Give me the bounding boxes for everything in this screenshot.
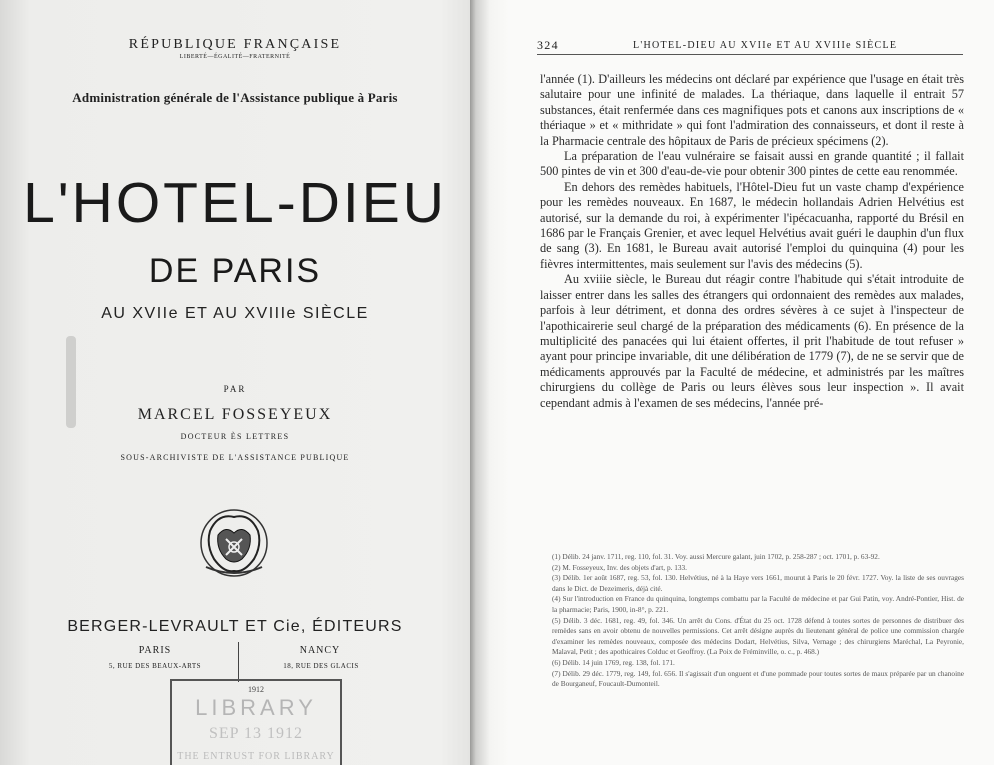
paragraph: En dehors des remèdes habituels, l'Hôtel-Dieu fut un vaste champ d'expérience pour les remèdes nouveaux. En 1687, le médecin hollandais Adrien Helvétius est autorisé, sur la demande du roi, à expérimenter l'ipécacuanha, rapporté du Brésil en 1686 par le Français Grenier, et avec lequel Helvétius avait guéri le dauphin d'un flux de sang (3). En 1681, le Bureau avait autorisé l'emploi du quinquina (4) pour les fièvres intermittentes, mais seulement sur l'avis des médecins (5).: [540, 179, 964, 271]
stamp-year: 1912: [248, 685, 264, 694]
footnote: (7) Délib. 29 déc. 1779, reg. 149, fol. 656. Il s'agissait d'un onguent et d'une pommade pour toutes sortes de maux préparée par un chanoine de Bourganeuf, Foucault-Dumonteil.: [552, 668, 964, 689]
author-degree: DOCTEUR ÈS LETTRES: [180, 432, 290, 441]
stamp-word: LIBRARY: [195, 695, 317, 720]
paragraph: La préparation de l'eau vulnéraire se faisait aussi en grande quantité ; il fallait 500 pintes de vin et 300 d'eau-de-vie pour obtenir 300 pintes de cette eau renommée.: [540, 149, 964, 179]
footnote: (4) Sur l'introduction en France du quinquina, longtemps combattu par la Faculté de médecine et par Gui Patin, voy. André-Pontier, Hist. de la pharmacie; Paris, 1900, in-8°, p. 221.: [552, 594, 964, 614]
paragraph: Au xviiie siècle, le Bureau dut réagir contre l'habitude qui s'était introduite de laisser entrer dans les salles des étrangers qui ordonnaient des remèdes aux malades, parfois à leur détriment, et donna des ordres sévères à ce sujet à l'inspecteur de l'apothicairerie seul chargé de la préparation des médicaments (6). En présence de la multiplicité des panacées qui lui étaient offertes, il prit l'habitude de tout refuser » ayant pour principe invariable, dit une délibération de 1779 (7), de ne se servir que de médicaments approuvés par la Faculté de médecine, et administrés par les maîtres chirurgiens du collège de Paris ou leurs élèves sous leur inspection ». Il avait cependant admis à l'examen de ses médecins, l'année pré-: [540, 272, 964, 410]
city-paris: PARIS: [138, 645, 172, 656]
publisher: BERGER-LEVRAULT ET Cie, ÉDITEURS: [67, 618, 403, 635]
author-name: MARCEL FOSSEYEUX: [137, 406, 333, 423]
motto: LIBERTÉ—ÉGALITÉ—FRATERNITÉ: [179, 54, 291, 60]
stamp-bottom-line: THE ENTRUST FOR LIBRARY: [177, 751, 335, 762]
author-position: SOUS-ARCHIVISTE DE L'ASSISTANCE PUBLIQUE: [120, 453, 350, 462]
administration-heading: Administration générale de l'Assistance publique à Paris: [72, 90, 398, 105]
running-title: L'HOTEL-DIEU AU XVIIe ET AU XVIIIe SIÈCLE: [633, 40, 898, 51]
stamp-date: SEP 13 1912: [209, 725, 303, 742]
footnote: (5) Délib. 3 déc. 1681, reg. 49, fol. 346. Un arrêt du Cons. d'État du 25 oct. 1728 défend à toutes sortes de personnes de distribuer des remèdes sans en avoir obtenu de nouvelles permissions. Cet arrêt désigne auprès du lieutenant général de police une commission chargée d'examiner les remèdes nouveaux, composée des médecins Dodart, Helvétius, Silva, Vernage ; des chirurgiens Maréchal, La Peyronie, Malaval, Petit ; des apothicaires Colduc et Geoffroy. (La Poix de Fréminville, o. c., p. 468.): [552, 615, 964, 657]
city-nancy: NANCY: [299, 645, 341, 656]
book-title-line2: DE PARIS: [148, 252, 322, 290]
paragraph: l'année (1). D'ailleurs les médecins ont déclaré par expérience que l'usage en était très salutaire pour une infinité de malades. La thériaque, dans laquelle il entrait 57 substances, était renfermée dans ces magnifiques pots et canons aux inscriptions de « thériaque » et « mithridate » qui font l'admiration des connaisseurs, et dont il reste à la Pharmacie centrale des hôpitaux de Paris de précieux spécimens (2).: [540, 72, 964, 148]
footnote: (6) Délib. 14 juin 1769, reg. 138, fol. 171.: [552, 657, 675, 667]
footnotes: [552, 552, 964, 690]
address-nancy: 18, RUE DES GLACIS: [283, 662, 359, 670]
body-text: [540, 72, 964, 411]
page-number: 324: [537, 38, 559, 52]
footnote: (2) M. Fosseyeux, Inv. des objets d'art, p. 133.: [552, 562, 688, 572]
emblem-icon: [196, 505, 272, 581]
book-title-line1: L'HOTEL-DIEU: [23, 171, 447, 235]
address-paris: 5, RUE DES BEAUX-ARTS: [108, 662, 202, 670]
library-stamp: [170, 679, 342, 765]
republic-heading: RÉPUBLIQUE FRANÇAISE: [128, 37, 342, 52]
header-rule: [537, 54, 963, 55]
footnote: (1) Délib. 24 janv. 1711, reg. 110, fol. 31. Voy. aussi Mercure galant, juin 1702, p. 258-287 ; oct. 1701, p. 63-92.: [552, 552, 880, 561]
footnote: (3) Délib. 1er août 1687, reg. 53, fol. 130. Helvétius, né à la Haye vers 1661, mourut à Paris le 20 févr. 1727. Voy. la liste de ses ouvrages dans le Dict. de Dezeimeris, déjà cité.: [552, 573, 964, 593]
city-divider: [238, 642, 239, 682]
title-page: [0, 0, 470, 765]
book-subtitle: AU XVIIe ET AU XVIIIe SIÈCLE: [101, 305, 369, 322]
book-gutter: [470, 0, 508, 765]
by-label: PAR: [223, 384, 247, 394]
